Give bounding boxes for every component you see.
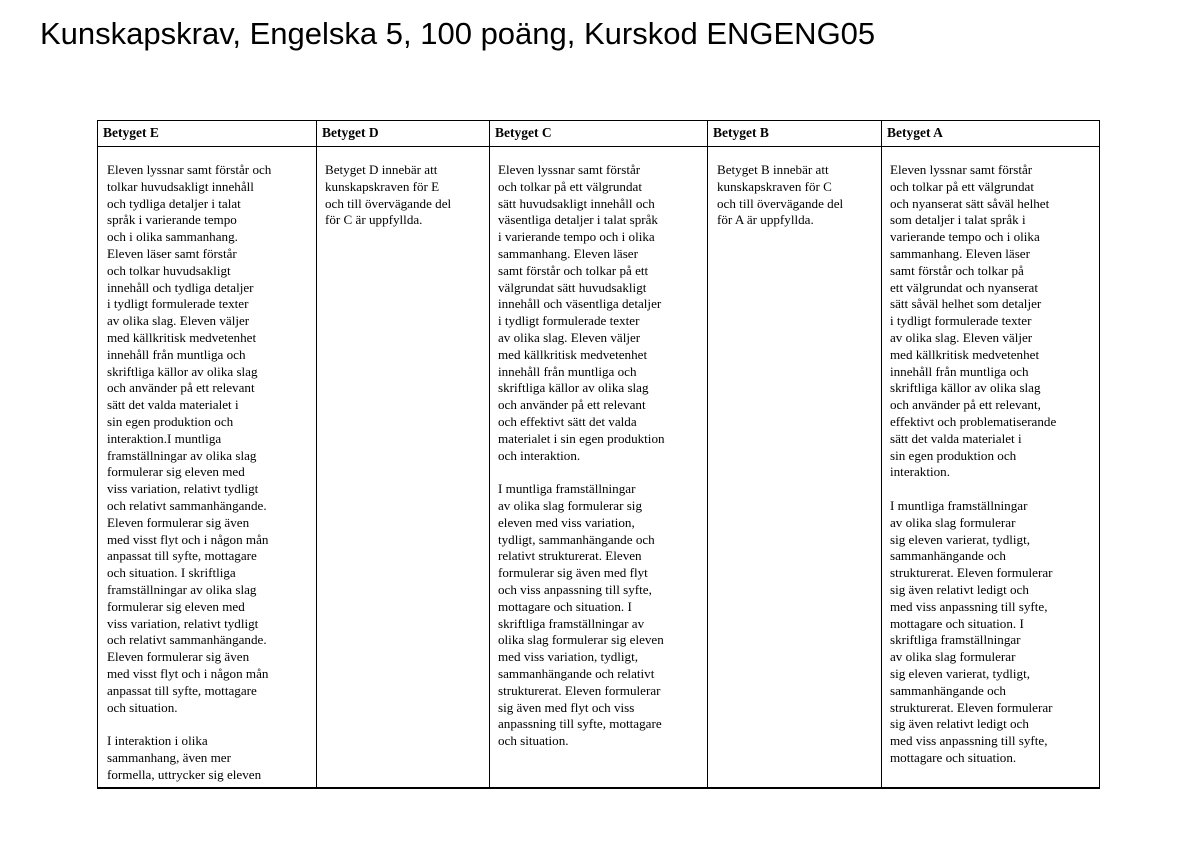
criteria-line: framställningar av olika slag [107, 581, 257, 597]
criteria-line: med källkritisk medvetenhet [107, 329, 257, 345]
criteria-line: och använder på ett relevant [107, 380, 255, 396]
criteria-line: med viss variation, tydligt, [498, 649, 639, 665]
criteria-line: Eleven läser samt förstår [107, 245, 237, 261]
criteria-line: tydligt, sammanhängande och [498, 531, 655, 547]
criteria-line: av olika slag formulerar [890, 649, 1016, 665]
page-title: Kunskapskrav, Engelska 5, 100 poäng, Kurskod ENGENG05 [40, 16, 876, 51]
criteria-line: med källkritisk medvetenhet [890, 346, 1040, 362]
criteria-line: interaktion. [890, 464, 950, 480]
criteria-line: sammanhängande och relativt [498, 665, 655, 681]
criteria-line: med källkritisk medvetenhet [498, 346, 648, 362]
criteria-line: av olika slag formulerar sig [498, 497, 642, 513]
criteria-line: sammanhang, även mer [107, 749, 231, 765]
criteria-line: effektivt och problematiserande [890, 413, 1057, 429]
criteria-line: Betyget B innebär att [717, 162, 829, 177]
criteria-line: i tydligt formulerade texter [107, 296, 249, 312]
criteria-line: sammanhang. Eleven läser [498, 245, 638, 261]
criteria-line: innehåll från muntliga och [890, 363, 1029, 379]
criteria-line: och tolkar huvudsakligt [107, 262, 231, 278]
criteria-line: strukturerat. Eleven formulerar [498, 682, 661, 698]
criteria-line: av olika slag. Eleven väljer [107, 313, 250, 329]
grade-criteria-table [97, 120, 1100, 789]
criteria-line: strukturerat. Eleven formulerar [890, 565, 1053, 581]
criteria-line: sätt huvudsakligt innehåll och [498, 195, 655, 211]
criteria-line: viss variation, relativt tydligt [107, 481, 259, 497]
criteria-line: I interaktion i olika [107, 733, 208, 749]
criteria-line: och situation. [107, 699, 178, 715]
criteria-line: samt förstår och tolkar på ett [498, 262, 649, 278]
criteria-line: välgrundat sätt huvudsakligt [498, 279, 647, 295]
criteria-line: och interaktion. [498, 447, 581, 463]
criteria-line: formulerar sig eleven med [107, 464, 245, 480]
criteria-line: skriftliga framställningar [890, 632, 1021, 648]
criteria-line: formulerar sig även med flyt [498, 565, 648, 581]
criteria-line: med viss anpassning till syfte, [890, 598, 1048, 614]
header-grade-d: Betyget D [322, 125, 379, 140]
criteria-line: skriftliga källor av olika slag [498, 380, 649, 396]
paragraph-gap [107, 716, 271, 733]
criteria-line: innehåll och tydliga detaljer [107, 279, 254, 295]
criteria-line: sammanhängande och [890, 682, 1006, 698]
criteria-line: mottagare och situation. I [890, 615, 1024, 631]
criteria-cell-grade-b [717, 162, 843, 229]
criteria-line: I muntliga framställningar [498, 481, 636, 497]
criteria-line: med visst flyt och i någon mån [107, 531, 269, 547]
criteria-line: och viss anpassning till syfte, [498, 581, 652, 597]
criteria-line: av olika slag. Eleven väljer [498, 329, 641, 345]
criteria-line: av olika slag formulerar [890, 514, 1016, 530]
criteria-line: och situation. [498, 733, 569, 749]
criteria-line: Eleven lyssnar samt förstår och [107, 162, 272, 177]
criteria-cell-grade-c [498, 162, 665, 750]
criteria-line: och relativt sammanhängande. [107, 632, 267, 648]
criteria-line: sig eleven varierat, tydligt, [890, 665, 1030, 681]
criteria-line: skriftliga källor av olika slag [107, 363, 258, 379]
criteria-line: och tolkar på ett välgrundat [890, 178, 1034, 194]
criteria-line: eleven med viss variation, [498, 514, 635, 530]
criteria-line: olika slag formulerar sig eleven [498, 632, 664, 648]
table-header-row [98, 121, 1099, 147]
criteria-line: skriftliga framställningar av [498, 615, 645, 631]
column-divider [489, 121, 490, 787]
criteria-line: materialet i sin egen produktion [498, 430, 665, 446]
criteria-line: interaktion.I muntliga [107, 430, 222, 446]
criteria-line: sätt såväl helhet som detaljer [890, 296, 1042, 312]
header-grade-c: Betyget C [495, 125, 552, 140]
criteria-line: kunskapskraven för E [325, 178, 440, 194]
header-grade-a: Betyget A [887, 125, 943, 140]
criteria-line: kunskapskraven för C [717, 178, 832, 194]
criteria-line: viss variation, relativt tydligt [107, 615, 259, 631]
criteria-line: av olika slag. Eleven väljer [890, 329, 1033, 345]
header-grade-b: Betyget B [713, 125, 769, 140]
criteria-line: tolkar huvudsakligt innehåll [107, 178, 254, 194]
criteria-line: Eleven formulerar sig även [107, 649, 250, 665]
criteria-line: med visst flyt och i någon mån [107, 665, 269, 681]
criteria-line: i tydligt formulerade texter [498, 313, 640, 329]
criteria-line: och nyanserat sätt såväl helhet [890, 195, 1050, 211]
column-divider [316, 121, 317, 787]
criteria-line: formulerar sig eleven med [107, 598, 245, 614]
criteria-line: och relativt sammanhängande. [107, 497, 267, 513]
criteria-line: mottagare och situation. I [498, 598, 632, 614]
column-divider [881, 121, 882, 787]
criteria-line: anpassat till syfte, mottagare [107, 548, 257, 564]
criteria-line: sig eleven varierat, tydligt, [890, 531, 1030, 547]
criteria-line: och tolkar på ett välgrundat [498, 178, 642, 194]
criteria-line: sig även relativt ledigt och [890, 716, 1029, 732]
paragraph-gap [498, 464, 665, 481]
criteria-line: sätt det valda materialet i [107, 397, 239, 413]
criteria-line: framställningar av olika slag [107, 447, 257, 463]
criteria-line: I muntliga framställningar [890, 497, 1028, 513]
criteria-line: Eleven lyssnar samt förstår [498, 162, 641, 177]
criteria-line: varierande tempo och i olika [890, 229, 1040, 245]
criteria-line: och använder på ett relevant, [890, 397, 1041, 413]
criteria-line: i varierande tempo och i olika [498, 229, 655, 245]
criteria-line: Eleven lyssnar samt förstår [890, 162, 1033, 177]
criteria-line: väsentliga detaljer i talat språk [498, 212, 658, 228]
column-divider [707, 121, 708, 787]
criteria-line: sammanhängande och [890, 548, 1006, 564]
criteria-line: sätt det valda materialet i [890, 430, 1022, 446]
criteria-line: strukturerat. Eleven formulerar [890, 699, 1053, 715]
criteria-line: sammanhang. Eleven läser [890, 245, 1030, 261]
criteria-line: sin egen produktion och [107, 413, 234, 429]
criteria-line: innehåll från muntliga och [107, 346, 246, 362]
header-grade-e: Betyget E [103, 125, 159, 140]
criteria-line: för C är uppfyllda. [325, 212, 423, 228]
criteria-line: för A är uppfyllda. [717, 212, 814, 228]
criteria-line: innehåll och väsentliga detaljer [498, 296, 662, 312]
criteria-cell-grade-e [107, 162, 271, 783]
criteria-line: och till övervägande del [717, 195, 844, 211]
criteria-line: innehåll från muntliga och [498, 363, 637, 379]
criteria-cell-grade-a [890, 162, 1056, 767]
criteria-line: Eleven formulerar sig även [107, 514, 250, 530]
criteria-line: och situation. I skriftliga [107, 565, 236, 581]
criteria-line: anpassat till syfte, mottagare [107, 682, 257, 698]
criteria-line: anpassning till syfte, mottagare [498, 716, 662, 732]
criteria-line: med viss anpassning till syfte, [890, 733, 1048, 749]
criteria-line: och i olika sammanhang. [107, 229, 238, 245]
criteria-line: som detaljer i talat språk i [890, 212, 1026, 228]
criteria-line: ett välgrundat och nyanserat [890, 279, 1038, 295]
criteria-line: och till övervägande del [325, 195, 452, 211]
criteria-cell-grade-d [325, 162, 451, 229]
criteria-line: relativt strukturerat. Eleven [498, 548, 642, 564]
criteria-line: formella, uttrycker sig eleven [107, 766, 262, 782]
criteria-line: och effektivt sätt det valda [498, 413, 637, 429]
criteria-line: och använder på ett relevant [498, 397, 646, 413]
paragraph-gap [890, 481, 1056, 498]
criteria-line: sig även relativt ledigt och [890, 581, 1029, 597]
criteria-line: skriftliga källor av olika slag [890, 380, 1041, 396]
criteria-line: språk i varierande tempo [107, 212, 237, 228]
criteria-line: och tydliga detaljer i talat [107, 195, 241, 211]
criteria-line: samt förstår och tolkar på [890, 262, 1024, 278]
criteria-line: sin egen produktion och [890, 447, 1017, 463]
criteria-line: Betyget D innebär att [325, 162, 438, 177]
criteria-line: i tydligt formulerade texter [890, 313, 1032, 329]
criteria-line: sig även med flyt och viss [498, 699, 635, 715]
criteria-line: mottagare och situation. [890, 749, 1017, 765]
